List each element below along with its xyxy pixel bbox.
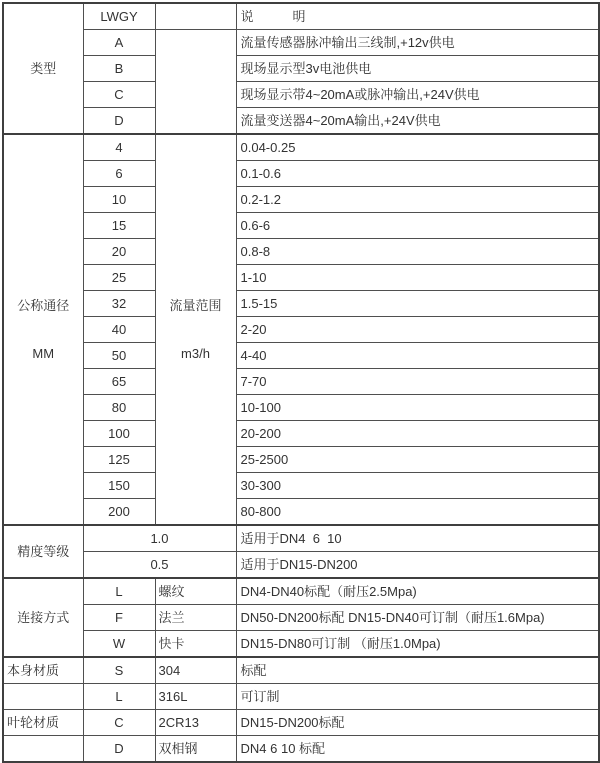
section-label-connection: 连接方式 [3,578,83,657]
type-desc: 流量变送器4~20mA输出,+24V供电 [236,108,599,135]
dn-value: 40 [83,317,155,343]
nominal-diameter-unit: MM [32,345,55,361]
flow-range-value: 20-200 [236,421,599,447]
header-desc-title: 说 明 [236,3,599,30]
body-material-desc: 标配 [236,657,599,684]
flow-range-value: 0.6-6 [236,213,599,239]
table-row [3,710,599,736]
flow-range-value: 1-10 [236,265,599,291]
table-row [3,265,599,291]
flow-range-value: 10-100 [236,395,599,421]
table-row [3,161,599,187]
table-row [3,552,599,579]
section-label-body-material: 本身材质 [3,657,83,684]
accuracy-value: 0.5 [83,552,236,579]
section-label-accuracy: 精度等级 [3,525,83,578]
connection-code: F [83,605,155,631]
connection-desc: DN50-DN200标配 DN15-DN40可订制（耐压1.6Mpa) [236,605,599,631]
body-material-name: 304 [155,657,236,684]
dn-value: 6 [83,161,155,187]
table-row [3,684,599,710]
impeller-material-desc: DN4 6 10 标配 [236,736,599,763]
impeller-material-name: 双相钢 [155,736,236,763]
type-desc: 流量传感器脉冲输出三线制,+12v供电 [236,30,599,56]
dn-value: 4 [83,134,155,161]
dn-value: 125 [83,447,155,473]
flow-range-value: 30-300 [236,473,599,499]
dn-value: 50 [83,343,155,369]
body-material-empty-label [3,684,83,710]
flow-range-value: 0.8-8 [236,239,599,265]
impeller-material-desc: DN15-DN200标配 [236,710,599,736]
accuracy-desc: 适用于DN15-DN200 [236,552,599,579]
table-row [3,473,599,499]
table-row [3,447,599,473]
table-row [3,631,599,658]
table-row [3,578,599,605]
dn-value: 10 [83,187,155,213]
flow-range-value: 0.1-0.6 [236,161,599,187]
connection-code: W [83,631,155,658]
table-row [3,213,599,239]
dn-value: 15 [83,213,155,239]
section-label-nominal-diameter [3,134,83,525]
type-desc: 现场显示型3v电池供电 [236,56,599,82]
impeller-material-code: C [83,710,155,736]
header-model-code: LWGY [83,3,155,30]
impeller-material-empty-label [3,736,83,763]
flow-range-label: 流量范围 [169,297,222,313]
table-row [3,525,599,552]
type-desc: 现场显示带4~20mA或脉冲输出,+24V供电 [236,82,599,108]
dn-value: 65 [83,369,155,395]
section-label-impeller-material: 叶轮材质 [3,710,83,736]
table-row [3,605,599,631]
accuracy-desc: 适用于DN4 6 10 [236,525,599,552]
flow-range-value: 80-800 [236,499,599,526]
type-code: A [83,30,155,56]
connection-name: 法兰 [155,605,236,631]
flow-range-value: 25-2500 [236,447,599,473]
dn-value: 200 [83,499,155,526]
table-row [3,317,599,343]
table-row [3,657,599,684]
table-row [3,499,599,526]
dn-value: 80 [83,395,155,421]
table-row [3,369,599,395]
type-code: D [83,108,155,135]
table-row [3,239,599,265]
connection-desc: DN4-DN40标配（耐压2.5Mpa) [236,578,599,605]
table-row [3,736,599,763]
table-row [3,108,599,135]
accuracy-value: 1.0 [83,525,236,552]
flow-range-label-cell [155,134,236,525]
type-code: B [83,56,155,82]
dn-value: 100 [83,421,155,447]
type-empty-cell [155,30,236,135]
table-row [3,187,599,213]
flow-range-value: 7-70 [236,369,599,395]
impeller-material-name: 2CR13 [155,710,236,736]
table-row [3,30,599,56]
body-material-desc: 可订制 [236,684,599,710]
body-material-code: L [83,684,155,710]
flow-range-value: 0.04-0.25 [236,134,599,161]
connection-desc: DN15-DN80可订制 （耐压1.0Mpa) [236,631,599,658]
dn-value: 20 [83,239,155,265]
body-material-name: 316L [155,684,236,710]
dn-value: 32 [83,291,155,317]
dn-value: 150 [83,473,155,499]
flow-range-unit: m3/h [181,345,210,361]
table-row [3,343,599,369]
flow-range-value: 1.5-15 [236,291,599,317]
table-row [3,421,599,447]
table-row [3,56,599,82]
table-row [3,134,599,161]
type-code: C [83,82,155,108]
connection-name: 螺纹 [155,578,236,605]
table-row [3,82,599,108]
connection-code: L [83,578,155,605]
flow-range-value: 2-20 [236,317,599,343]
section-label-type: 类型 [3,3,83,134]
connection-name: 快卡 [155,631,236,658]
flow-range-value: 0.2-1.2 [236,187,599,213]
header-empty-cell [155,3,236,30]
flow-range-value: 4-40 [236,343,599,369]
table-row [3,291,599,317]
dn-value: 25 [83,265,155,291]
impeller-material-code: D [83,736,155,763]
flowmeter-spec-table [2,2,600,763]
nominal-diameter-label: 公称通径 [17,297,70,313]
table-row [3,395,599,421]
body-material-code: S [83,657,155,684]
